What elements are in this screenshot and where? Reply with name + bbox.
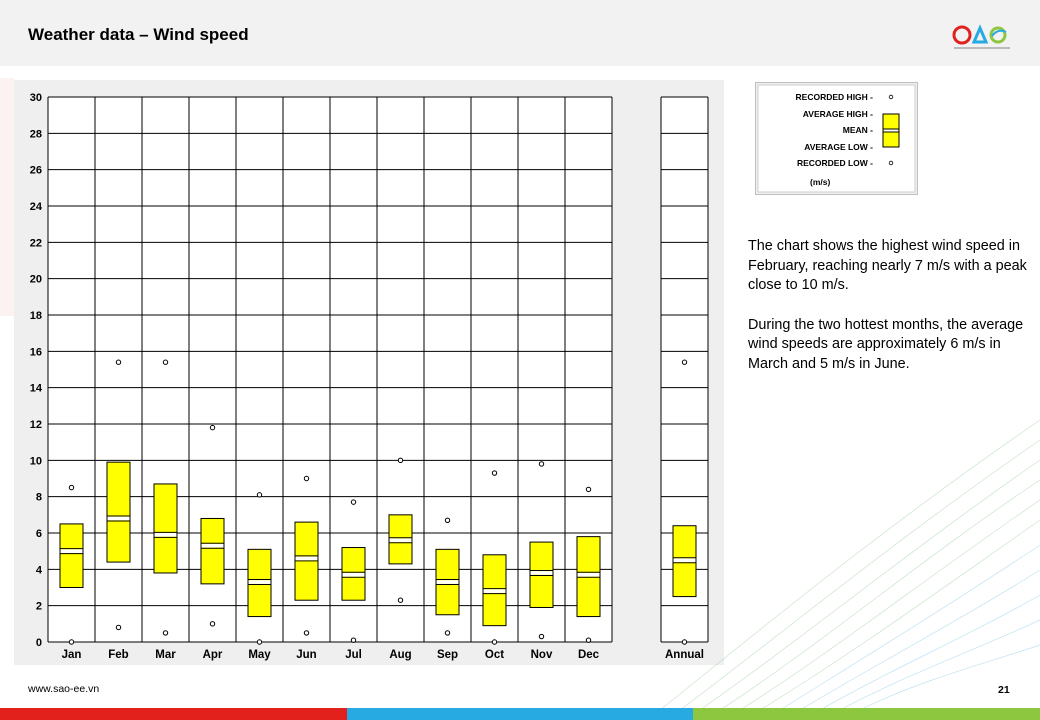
- y-tick-label: 0: [35, 637, 42, 649]
- mean-band-oct: [484, 589, 506, 593]
- box-feb: [107, 462, 130, 562]
- mean-band-feb: [108, 517, 130, 521]
- y-tick-label: 8: [35, 491, 42, 504]
- y-tick-label: 30: [29, 92, 42, 104]
- legend-recorded-low: RECORDED LOW -: [796, 158, 873, 168]
- y-tick-label: 16: [29, 346, 42, 359]
- decorative-waves: [620, 380, 1040, 710]
- mean-band-mar: [155, 533, 177, 537]
- x-tick-label-jan: Jan: [61, 649, 82, 661]
- x-tick-label-feb: Feb: [108, 649, 129, 661]
- box-jan: [60, 524, 83, 588]
- legend-recorded-high: RECORDED HIGH -: [795, 92, 873, 102]
- footer-band-blue: [347, 708, 693, 720]
- recorded-high-sep: [445, 518, 449, 522]
- recorded-high-may: [257, 493, 261, 497]
- mean-band-may: [249, 580, 271, 584]
- x-tick-label-dec: Dec: [577, 649, 600, 661]
- chart-legend: [755, 82, 918, 195]
- recorded-low-nov: [539, 634, 543, 638]
- recorded-high-feb: [116, 360, 120, 364]
- recorded-low-jun: [304, 631, 308, 635]
- y-tick-label: 2: [35, 600, 42, 613]
- recorded-high-annual: [682, 360, 686, 364]
- sao-logo: [952, 24, 1014, 54]
- y-tick-label: 26: [29, 164, 42, 177]
- legend-mean: MEAN -: [842, 125, 873, 135]
- description-paragraph-1: The chart shows the highest wind speed in February, reaching nearly 7 m/s with a peak close to 10 m/s.: [748, 238, 1027, 293]
- mean-band-sep: [437, 580, 459, 584]
- x-tick-label-annual: Annual: [665, 649, 704, 661]
- x-tick-label-aug: Aug: [389, 649, 412, 661]
- recorded-low-mar: [163, 631, 167, 635]
- recorded-low-aug: [398, 598, 402, 602]
- y-tick-label: 22: [29, 237, 42, 250]
- recorded-high-jul: [351, 500, 355, 504]
- recorded-low-apr: [210, 622, 214, 626]
- footer-website: www.sao-ee.vn: [28, 683, 100, 695]
- description: [748, 237, 1033, 394]
- y-tick-label: 4: [35, 564, 42, 577]
- x-tick-label-jul: Jul: [345, 649, 362, 661]
- mean-band-nov: [531, 571, 553, 575]
- x-tick-label-apr: Apr: [202, 649, 223, 661]
- x-tick-label-mar: Mar: [155, 649, 176, 661]
- y-tick-label: 14: [29, 382, 42, 395]
- recorded-high-dec: [586, 487, 590, 491]
- footer-band-green: [693, 708, 1040, 720]
- recorded-high-nov: [539, 462, 543, 466]
- recorded-low-jul: [351, 638, 355, 642]
- legend-average-high: AVERAGE HIGH -: [802, 109, 873, 119]
- box-mar: [154, 484, 177, 573]
- recorded-high-oct: [492, 471, 496, 475]
- mean-band-apr: [202, 544, 224, 548]
- mean-band-jan: [61, 549, 83, 553]
- header-bar: [0, 0, 1040, 66]
- box-nov: [530, 542, 553, 607]
- y-tick-label: 6: [35, 528, 42, 540]
- recorded-low-sep: [445, 631, 449, 635]
- footer-band-red: [0, 708, 347, 720]
- x-tick-label-may: May: [248, 649, 271, 661]
- x-tick-label-jun: Jun: [296, 649, 317, 661]
- y-tick-label: 18: [29, 310, 42, 322]
- recorded-low-feb: [116, 625, 120, 629]
- mean-band-jul: [343, 573, 365, 577]
- legend-average-low: AVERAGE LOW -: [804, 142, 873, 152]
- x-tick-label-sep: Sep: [436, 649, 459, 661]
- page-number: 21: [998, 684, 1010, 696]
- recorded-low-jan: [69, 640, 73, 644]
- recorded-low-oct: [492, 640, 496, 644]
- recorded-high-jun: [304, 476, 308, 480]
- recorded-low-dec: [586, 638, 590, 642]
- legend-high-marker: [889, 95, 893, 99]
- page-title: Weather data – Wind speed: [28, 25, 249, 44]
- left-accent: [0, 78, 14, 316]
- mean-band-jun: [296, 557, 318, 561]
- y-tick-label: 12: [29, 419, 42, 431]
- recorded-low-may: [257, 640, 261, 644]
- y-tick-label: 24: [29, 201, 42, 213]
- y-tick-label: 28: [29, 128, 42, 141]
- wind-speed-chart: [14, 80, 724, 665]
- recorded-high-aug: [398, 458, 402, 462]
- mean-band-dec: [578, 573, 600, 577]
- mean-band-aug: [390, 538, 412, 542]
- box-dec: [577, 537, 600, 617]
- recorded-high-mar: [163, 360, 167, 364]
- legend-low-marker: [889, 161, 893, 165]
- box-apr: [201, 518, 224, 583]
- recorded-high-jan: [69, 485, 73, 489]
- x-tick-label-nov: Nov: [530, 649, 553, 661]
- description-paragraph-2: During the two hottest months, the average wind speeds are approximately 6 m/s in March and 5 m/s in June.: [748, 316, 1024, 372]
- y-tick-label: 20: [29, 273, 42, 286]
- recorded-high-apr: [210, 425, 214, 429]
- y-tick-label: 10: [29, 455, 42, 468]
- legend-unit: (m/s): [810, 177, 831, 187]
- x-tick-label-oct: Oct: [484, 649, 505, 661]
